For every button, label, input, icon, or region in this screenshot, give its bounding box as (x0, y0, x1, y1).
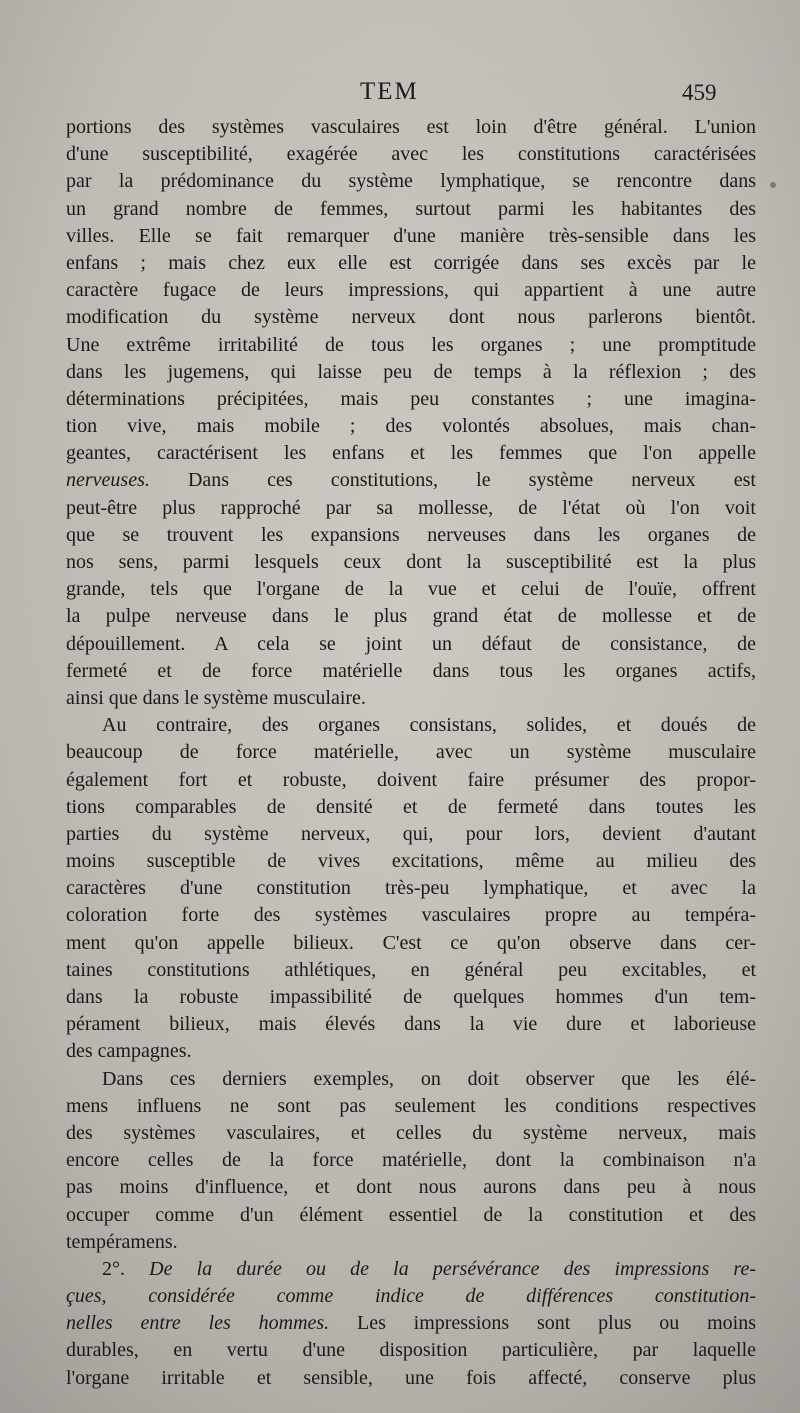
text-line (66, 631, 756, 658)
line-text: beaucoup de force matérielle, avec un système musculaire (66, 741, 756, 764)
line-text: caractères d'une constitution très-peu lymphatique, et avec la (66, 877, 756, 900)
line-text: mens influens ne sont pas seulement les conditions respectives (66, 1094, 756, 1117)
line-text: Dans ces derniers exemples, on doit observer que les élé- (102, 1067, 756, 1090)
running-head: TEM (360, 78, 419, 105)
text-line (66, 277, 756, 304)
italic-text: nerveuses. (66, 469, 150, 492)
text-line (66, 794, 756, 821)
italic-text: De la durée ou de la persévérance des impressions re- (149, 1257, 756, 1280)
text-line (66, 304, 756, 331)
line-text: tempéramens. (66, 1230, 178, 1253)
line-text: tions comparables de densité et de fermeté dans toutes les (66, 795, 756, 818)
text-line (66, 223, 756, 250)
text-line (66, 1120, 756, 1147)
line-text: Les impressions sont plus ou moins (329, 1312, 756, 1335)
text-line (66, 196, 756, 223)
text-line (66, 522, 756, 549)
text-line (66, 549, 756, 576)
text-line (66, 1038, 756, 1065)
line-text: caractère fugace de leurs impressions, qui appartient à une autre (66, 279, 756, 302)
text-line (66, 767, 756, 794)
line-text: 2°. (102, 1257, 150, 1280)
text-line (66, 440, 756, 467)
line-text: occuper comme d'un élément essentiel de la constitution et des (66, 1203, 756, 1226)
text-line (66, 603, 756, 630)
line-text: ment qu'on appelle bilieux. C'est ce qu'on observe dans cer- (66, 931, 756, 954)
text-line (66, 576, 756, 603)
line-text: pas moins d'influence, et dont nous aurons dans peu à nous (66, 1176, 756, 1199)
line-text: Dans ces constitutions, le système nerveux est (149, 469, 756, 492)
line-text: un grand nombre de femmes, surtout parmi les habitantes des (66, 197, 756, 220)
line-text: encore celles de la force matérielle, dont la combinaison n'a (66, 1149, 756, 1172)
text-line (66, 386, 756, 413)
text-line (66, 114, 756, 141)
text-line (66, 1066, 756, 1093)
text-line (66, 1202, 756, 1229)
text-line (66, 1011, 756, 1038)
line-text: enfans ; mais chez eux elle est corrigée dans ses excès par le (66, 251, 756, 274)
line-text: moins susceptible de vives excitations, même au milieu des (66, 850, 756, 873)
line-text: portions des systèmes vasculaires est loin d'être général. L'union (66, 116, 756, 138)
line-text: également fort et robuste, doivent faire présumer des propor- (66, 768, 756, 791)
text-line (66, 712, 756, 739)
text-line (66, 467, 756, 494)
text-line (66, 495, 756, 522)
text-line (66, 1093, 756, 1120)
line-text: l'organe irritable et sensible, une fois affecté, conserve plus (66, 1366, 756, 1389)
line-text: la pulpe nerveuse dans le plus grand état de mollesse et de (66, 605, 756, 628)
text-line (66, 739, 756, 766)
text-line (66, 250, 756, 277)
text-line (66, 1283, 756, 1310)
text-line (66, 332, 756, 359)
text-line (66, 658, 756, 685)
line-text: d'une susceptibilité, exagérée avec les constitutions caractérisées (66, 143, 756, 166)
text-line (66, 1147, 756, 1174)
text-line (66, 1174, 756, 1201)
italic-text: çues, considérée comme indice de différences constitution- (66, 1285, 756, 1308)
line-text: coloration forte des systèmes vasculaires propre au tempéra- (66, 904, 756, 927)
line-text: dans les jugemens, qui laisse peu de temps à la réflexion ; des (66, 360, 756, 383)
line-text: des campagnes. (66, 1040, 192, 1063)
line-text: par la prédominance du système lymphatique, se rencontre dans (66, 170, 756, 193)
page-header (0, 78, 800, 112)
line-text: grande, tels que l'organe de la vue et celui de l'ouïe, offrent (66, 578, 756, 601)
line-text: taines constitutions athlétiques, en général peu excitables, et (66, 958, 756, 981)
text-line (66, 875, 756, 902)
text-line (66, 413, 756, 440)
line-text: villes. Elle se fait remarquer d'une manière très-sensible dans les (66, 224, 756, 247)
text-line (66, 168, 756, 195)
line-text: des systèmes vasculaires, et celles du système nerveux, mais (66, 1121, 756, 1144)
italic-text: nelles entre les hommes. (66, 1312, 330, 1335)
text-line (66, 984, 756, 1011)
text-line (66, 359, 756, 386)
line-text: geantes, caractérisent les enfans et les femmes que l'on appelle (66, 442, 756, 465)
line-text: dépouillement. A cela se joint un défaut de consistance, de (66, 632, 756, 655)
paper-speck (770, 182, 776, 188)
body-text (66, 114, 756, 1392)
text-line (66, 930, 756, 957)
line-text: Au contraire, des organes consistans, solides, et doués de (102, 714, 756, 737)
line-text: ainsi que dans le système musculaire. (66, 686, 366, 709)
line-text: parties du système nerveux, qui, pour lors, devient d'autant (66, 822, 756, 845)
text-line (66, 685, 756, 712)
text-line (66, 1337, 756, 1364)
text-line (66, 821, 756, 848)
text-line (66, 848, 756, 875)
line-text: Une extrême irritabilité de tous les organes ; une promptitude (66, 333, 756, 356)
line-text: fermeté et de force matérielle dans tous les organes actifs, (66, 659, 756, 682)
text-line (66, 1229, 756, 1256)
text-line (66, 902, 756, 929)
line-text: durables, en vertu d'une disposition particulière, par laquelle (66, 1339, 756, 1362)
line-text: que se trouvent les expansions nerveuses dans les organes de (66, 523, 756, 546)
line-text: peut-être plus rapproché par sa mollesse, de l'état où l'on voit (66, 496, 756, 519)
text-line (66, 957, 756, 984)
text-line (66, 1365, 756, 1392)
text-line (66, 1256, 756, 1283)
line-text: pérament bilieux, mais élevés dans la vie dure et laborieuse (66, 1013, 756, 1036)
line-text: dans la robuste impassibilité de quelques hommes d'un tem- (66, 986, 756, 1008)
line-text: déterminations précipitées, mais peu constantes ; une imagina- (66, 387, 756, 410)
line-text: modification du système nerveux dont nous parlerons bientôt. (66, 306, 756, 329)
text-line (66, 141, 756, 168)
page-number: 459 (682, 80, 717, 105)
text-line (66, 1310, 756, 1337)
line-text: tion vive, mais mobile ; des volontés absolues, mais chan- (66, 415, 756, 438)
line-text: nos sens, parmi lesquels ceux dont la susceptibilité est la plus (66, 551, 756, 573)
